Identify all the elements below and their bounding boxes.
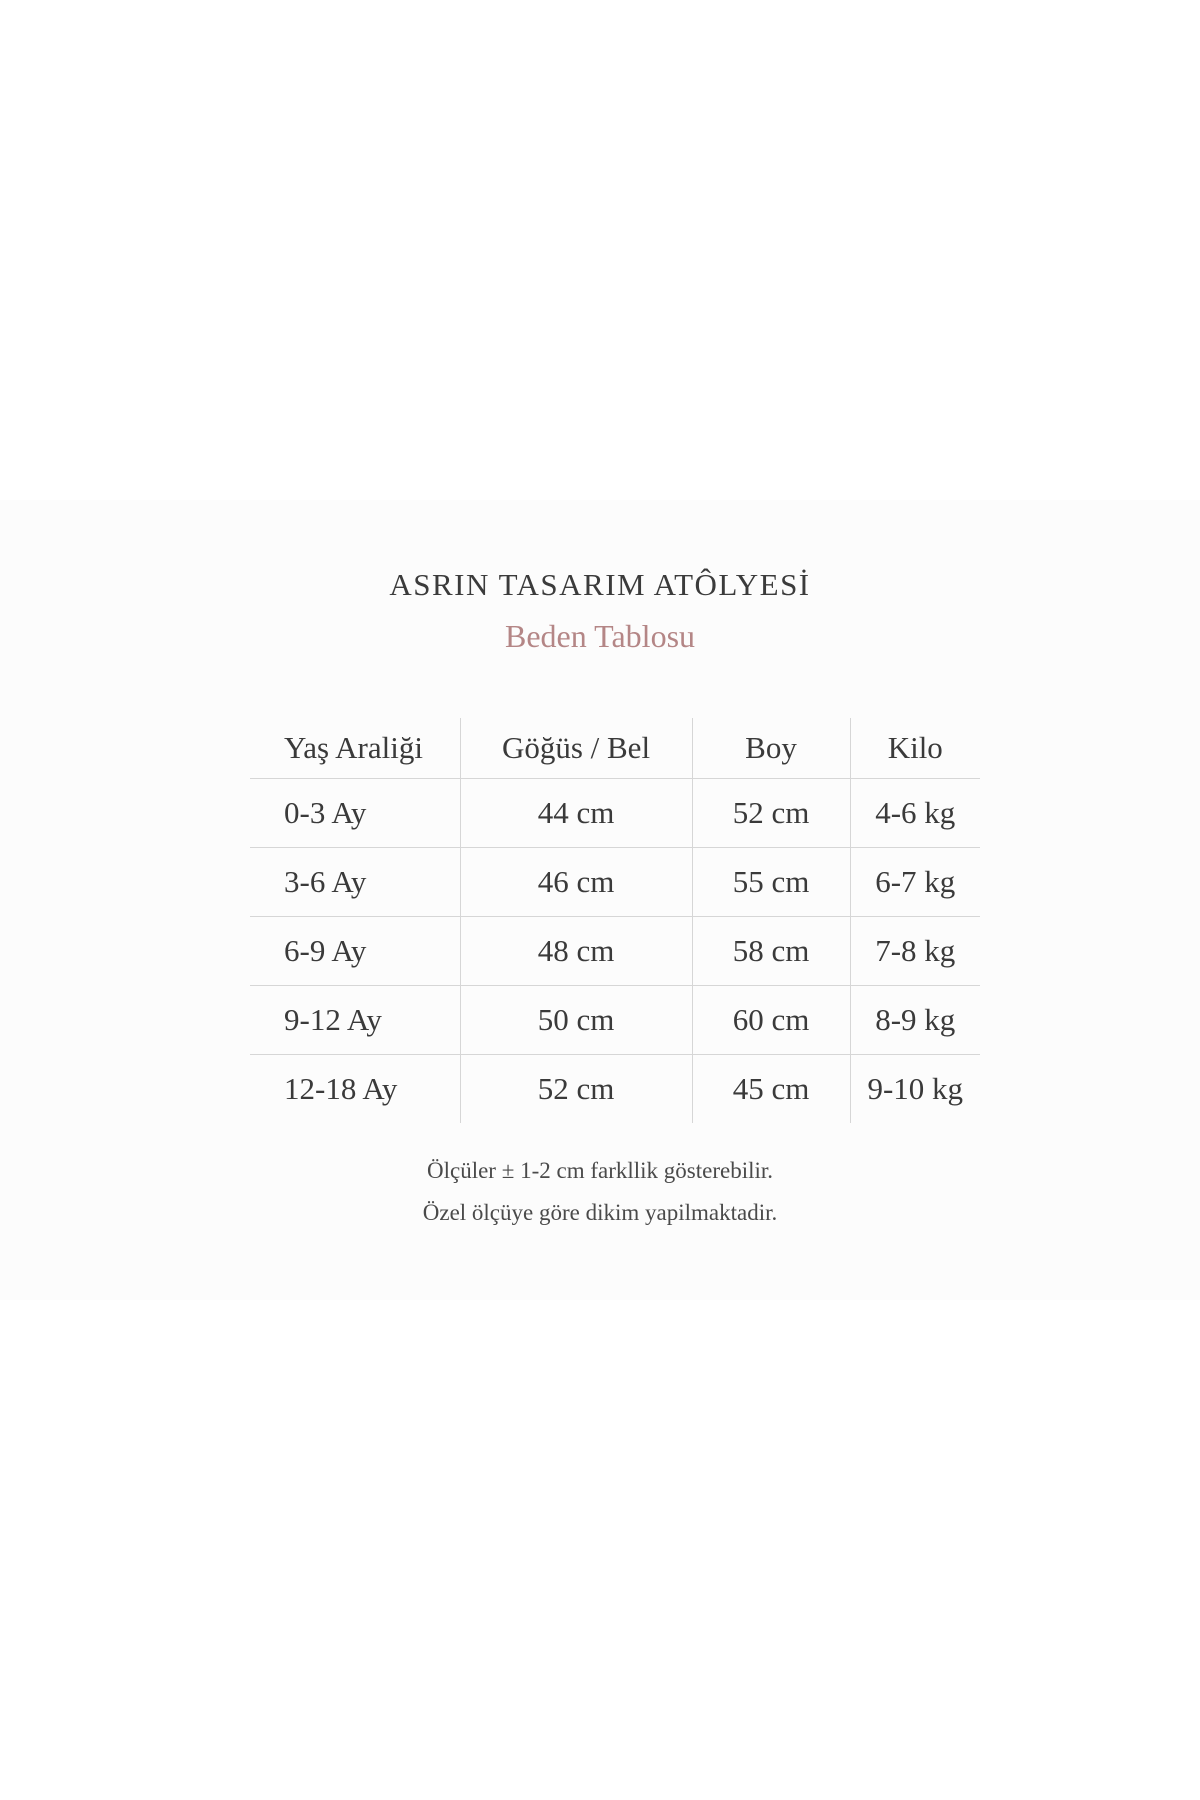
notes (0, 1150, 1200, 1234)
header-weight: Kilo (850, 718, 980, 778)
table-row (250, 1054, 980, 1123)
table-row (250, 847, 980, 916)
cell-weight: 4-6 kg (850, 778, 980, 847)
cell-height: 55 cm (692, 847, 850, 916)
cell-height: 58 cm (692, 916, 850, 985)
cell-height: 45 cm (692, 1054, 850, 1123)
cell-age-range: 3-6 Ay (250, 847, 460, 916)
cell-weight: 6-7 kg (850, 847, 980, 916)
table-row (250, 916, 980, 985)
cell-weight: 9-10 kg (850, 1054, 980, 1123)
size-table (250, 718, 980, 1123)
chart-subtitle: Beden Tablosu (504, 618, 696, 654)
cell-height: 52 cm (692, 778, 850, 847)
cell-age-range: 12-18 Ay (250, 1054, 460, 1123)
cell-height: 60 cm (692, 985, 850, 1054)
cell-age-range: 0-3 Ay (250, 778, 460, 847)
cell-chest-waist: 50 cm (460, 985, 692, 1054)
cell-weight: 7-8 kg (850, 916, 980, 985)
cell-weight: 8-9 kg (850, 985, 980, 1054)
header-chest-waist: Göğüs / Bel (460, 718, 692, 778)
note-tolerance: Ölçüler ± 1-2 cm farkllik gösterebilir. (426, 1158, 774, 1183)
cell-age-range: 6-9 Ay (250, 916, 460, 985)
table-header-row (250, 718, 980, 778)
header-height: Boy (692, 718, 850, 778)
cell-chest-waist: 48 cm (460, 916, 692, 985)
table-row (250, 778, 980, 847)
cell-chest-waist: 52 cm (460, 1054, 692, 1123)
header-age-range: Yaş Araliği (284, 729, 423, 765)
brand-title: ASRIN TASARIM ATÔLYESİ (389, 567, 811, 602)
cell-chest-waist: 44 cm (460, 778, 692, 847)
note-custom-sizing: Özel ölçüye göre dikim yapilmaktadir. (422, 1200, 778, 1225)
cell-age-range: 9-12 Ay (250, 985, 460, 1054)
table-row (250, 985, 980, 1054)
cell-chest-waist: 46 cm (460, 847, 692, 916)
